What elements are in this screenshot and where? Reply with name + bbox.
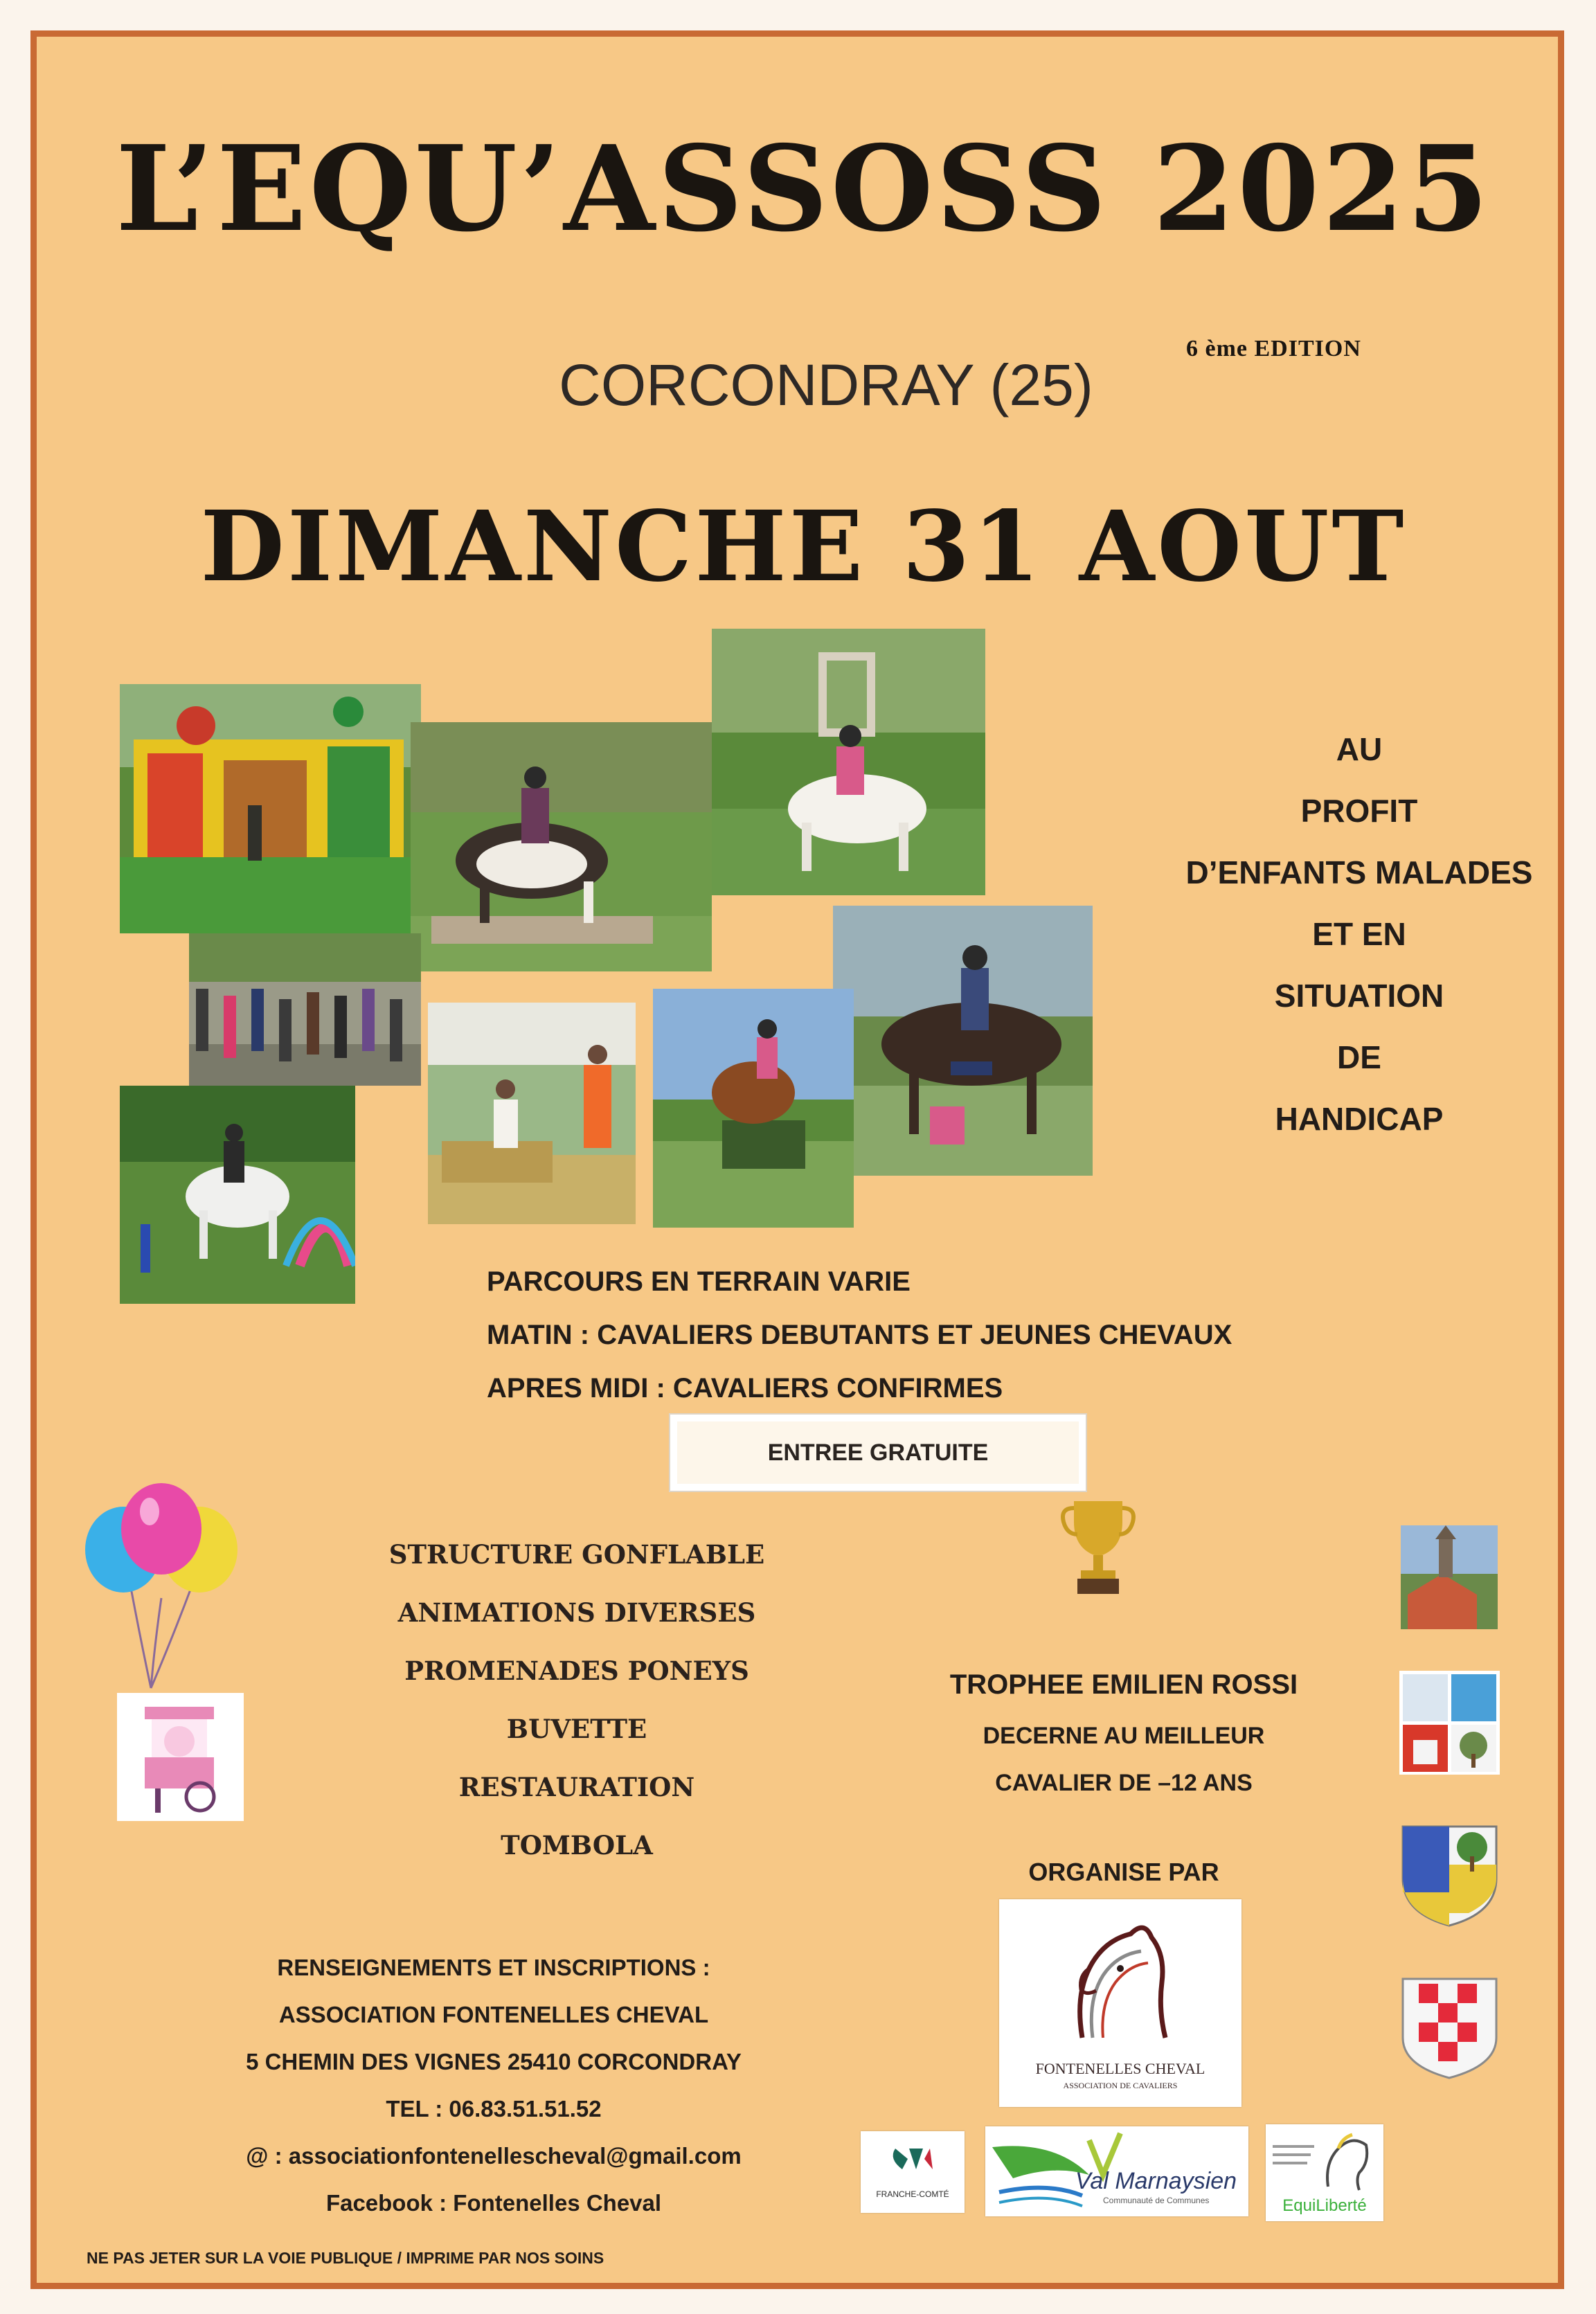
photo-bouncy-castle [120, 684, 421, 933]
contact-heading: RENSEIGNEMENTS ET INSCRIPTIONS : [277, 1955, 710, 1980]
photo-rider-gate [712, 629, 985, 895]
photo-dance-crowd [189, 933, 421, 1086]
activity-item: BUVETTE [506, 1714, 647, 1744]
cause-line: SITUATION [1274, 978, 1444, 1014]
photo-jumping-horse [653, 989, 854, 1228]
val-marnaysien-name: Val Marnaysien [1075, 2168, 1237, 2194]
equiliberte-name: EquiLiberté [1282, 2196, 1367, 2215]
contact-info [154, 1944, 833, 2227]
equiliberte-logo [1266, 2124, 1383, 2221]
horse-head-icon [999, 1899, 1241, 2059]
course-info [487, 1255, 1232, 1415]
photo-rider-platform [411, 722, 712, 971]
event-city: CORCONDRAY (25) [559, 352, 1093, 418]
checkered-shield-icon [1399, 1975, 1500, 2079]
contact-association: ASSOCIATION FONTENELLES CHEVAL [278, 2002, 709, 2027]
organizer-logo-subtitle: ASSOCIATION DE CAVALIERS [1063, 2081, 1178, 2090]
photo-white-horse-arch [120, 1086, 355, 1304]
activity-item: ANIMATIONS DIVERSES [397, 1597, 756, 1628]
coat-of-arms-icon [1399, 1671, 1500, 1775]
val-marnaysien-logo [985, 2126, 1248, 2216]
credit-agricole-label: FRANCHE-COMTÉ [876, 2189, 949, 2199]
photo-hay-climb [428, 1003, 636, 1224]
cotton-candy-cart-icon [117, 1693, 244, 1821]
village-photo-icon [1401, 1525, 1498, 1629]
activity-item: TOMBOLA [501, 1830, 653, 1860]
cause-line: DE [1337, 1039, 1381, 1075]
activity-item: RESTAURATION [458, 1772, 695, 1802]
edition-label: 6 ème EDITION [1186, 336, 1361, 361]
event-date: DIMANCHE 31 AOUT [200, 490, 1407, 604]
contact-address: 5 CHEMIN DES VIGNES 25410 CORCONDRAY [246, 2049, 742, 2074]
activity-item: STRUCTURE GONFLABLE [388, 1539, 765, 1570]
footer-notice: NE PAS JETER SUR LA VOIE PUBLIQUE / IMPRIME PAR NOS SOINS [87, 2249, 604, 2267]
photo-rider-horse-brown [833, 906, 1093, 1176]
trophy-title: TROPHEE EMILIEN ROSSI [949, 1669, 1298, 1700]
trophy-line: DECERNE AU MEILLEUR [983, 1723, 1265, 1749]
cause-line: AU [1336, 731, 1383, 767]
poster-frame [30, 30, 1564, 2289]
poster-title: L’EQU’ASSOSS 2025 [116, 120, 1491, 258]
contact-phone: TEL : 06.83.51.51.52 [386, 2096, 602, 2122]
organizer-label: ORGANISE PAR [1028, 1858, 1219, 1886]
activities-list [362, 1525, 791, 1874]
contact-email: @ : associationfontenellescheval@gmail.com [246, 2143, 742, 2169]
trophy-info [888, 1657, 1359, 1806]
contact-facebook: Facebook : Fontenelles Cheval [325, 2190, 662, 2216]
organizer-logo-name: FONTENELLES CHEVAL [1035, 2060, 1205, 2077]
balloons-icon [82, 1480, 241, 1702]
trophy-icon [1060, 1494, 1136, 1598]
cause-line: ET EN [1312, 916, 1406, 952]
credit-agricole-logo [861, 2131, 965, 2213]
course-line: PARCOURS EN TERRAIN VARIE [487, 1266, 911, 1297]
course-line: APRES MIDI : CAVALIERS CONFIRMES [487, 1373, 1003, 1403]
cause-line: D’ENFANTS MALADES [1185, 854, 1533, 890]
horse-icon [1266, 2124, 1383, 2194]
cause-text [1117, 719, 1596, 1150]
shield-crest-icon [1399, 1823, 1500, 1927]
cause-line: PROFIT [1300, 793, 1418, 829]
free-entry-label: ENTREE GRATUITE [767, 1439, 989, 1466]
cause-line: HANDICAP [1275, 1101, 1444, 1137]
val-marnaysien-subtitle: Communauté de Communes [1103, 2196, 1210, 2205]
free-entry-box [670, 1415, 1086, 1491]
organizer-logo [999, 1899, 1241, 2107]
course-line: MATIN : CAVALIERS DEBUTANTS ET JEUNES CHEVAUX [487, 1320, 1232, 1350]
trophy-line: CAVALIER DE –12 ANS [995, 1770, 1253, 1796]
activity-item: PROMENADES PONEYS [404, 1656, 749, 1686]
